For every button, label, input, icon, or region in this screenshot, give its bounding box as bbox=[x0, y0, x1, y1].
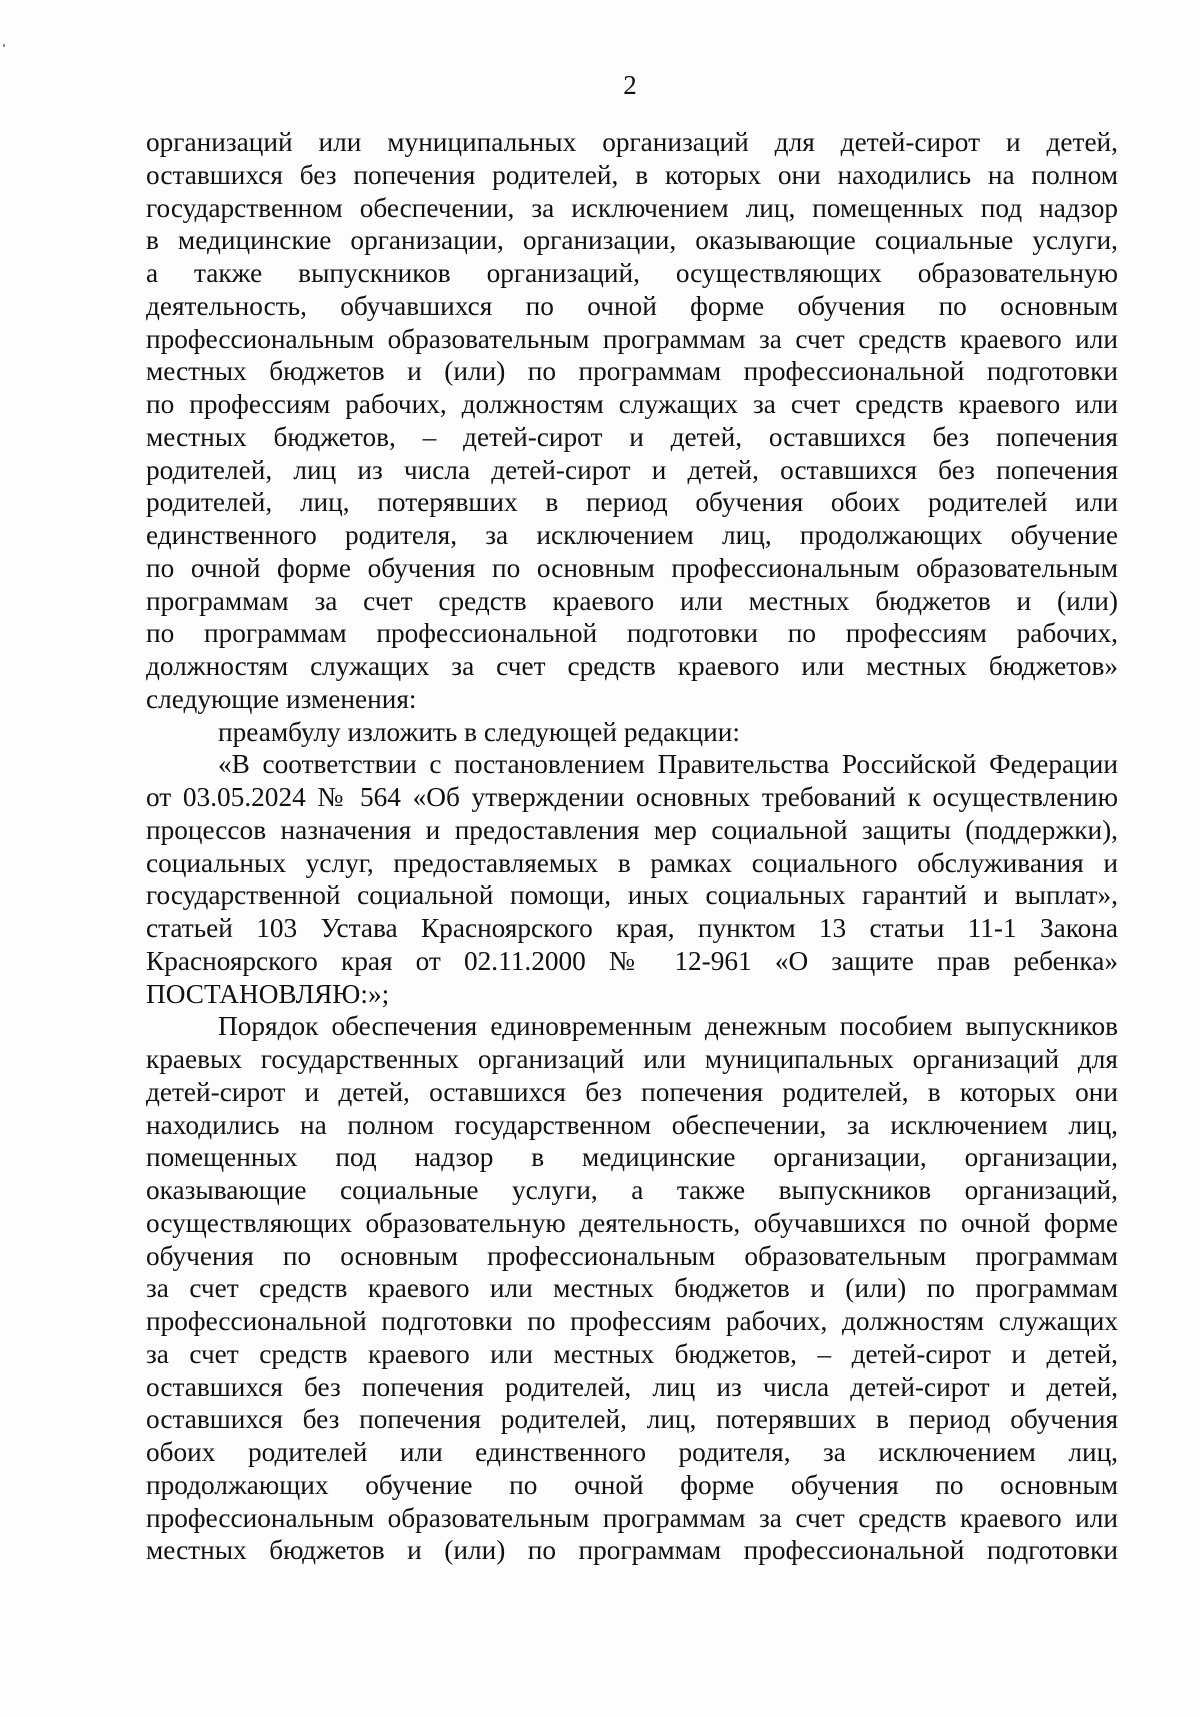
text-line: единственного родителя, за исключением лиц, продолжающих обучение bbox=[146, 520, 1118, 550]
text-line: в медицинские организации, организации, оказывающие социальные услуги, bbox=[146, 225, 1118, 256]
text-line: обоих родителей или единственного родителя, за исключением лиц, bbox=[146, 1437, 1118, 1467]
text-line: по профессиям рабочих, должностям служащих за счет средств краевого или bbox=[146, 389, 1118, 419]
text-line: по очной форме обучения по основным профессиональным образовательным bbox=[146, 552, 1118, 583]
text-line: ПОСТАНОВЛЯЮ:»; bbox=[146, 978, 390, 1009]
text-line: Красноярского края от 02.11.2000 № 12-961 «О защите прав ребенка» bbox=[146, 945, 1118, 976]
text-line: местных бюджетов, – детей-сирот и детей, оставшихся без попечения bbox=[146, 421, 1118, 452]
text-line: «В соответствии с постановлением Правительства Российской Федерации bbox=[218, 749, 1118, 780]
text-line: оказывающие социальные услуги, а также выпускников организаций, bbox=[146, 1175, 1118, 1205]
text-line: продолжающих обучение по очной форме обучения по основным bbox=[146, 1469, 1118, 1500]
text-line: краевых государственных организаций или муниципальных организаций для bbox=[146, 1044, 1118, 1074]
text-line: профессиональным образовательным программам за счет средств краевого или bbox=[146, 323, 1118, 354]
text-line: Порядок обеспечения единовременным денежным пособием выпускников bbox=[218, 1011, 1118, 1042]
paragraph-preamble-instruction bbox=[146, 716, 1118, 749]
text-line: организаций или муниципальных организаций для детей-сирот и детей, bbox=[146, 127, 1118, 157]
scan-artifact bbox=[3, 44, 5, 47]
text-line: статьей 103 Устава Красноярского края, пунктом 13 статьи 11-1 Закона bbox=[146, 913, 1118, 943]
text-line: родителей, лиц из числа детей-сирот и детей, оставшихся без попечения bbox=[146, 454, 1118, 485]
text-line: оставшихся без попечения родителей, в которых они находились на полном bbox=[146, 159, 1118, 190]
text-line: помещенных под надзор в медицинские организации, организации, bbox=[146, 1142, 1118, 1173]
text-line: государственном обеспечении, за исключением лиц, помещенных под надзор bbox=[146, 192, 1118, 223]
text-line: программам за счет средств краевого или местных бюджетов и (или) bbox=[146, 585, 1118, 616]
text-line: а также выпускников организаций, осуществляющих образовательную bbox=[146, 258, 1118, 288]
document-body bbox=[146, 126, 1118, 1567]
text-line: родителей, лиц, потерявших в период обучения обоих родителей или bbox=[146, 487, 1118, 518]
text-line: профессиональным образовательным программам за счет средств краевого или bbox=[146, 1502, 1118, 1533]
text-line: местных бюджетов и (или) по программам профессиональной подготовки bbox=[146, 356, 1118, 387]
text-line: государственной социальной помощи, иных социальных гарантий и выплат», bbox=[146, 880, 1118, 911]
text-line: по программам профессиональной подготовки по профессиям рабочих, bbox=[146, 618, 1118, 649]
text-line: следующие изменения: bbox=[146, 683, 417, 714]
text-line: процессов назначения и предоставления мер социальной защиты (поддержки), bbox=[146, 814, 1118, 845]
text-line: обучения по основным профессиональным образовательным программам bbox=[146, 1240, 1118, 1271]
text-line: профессиональной подготовки по профессиям рабочих, должностям служащих bbox=[146, 1306, 1118, 1336]
text-line: осуществляющих образовательную деятельность, обучавшихся по очной форме bbox=[146, 1207, 1118, 1238]
paragraph-procedure-title bbox=[146, 1010, 1118, 1567]
text-line: преамбулу изложить в следующей редакции: bbox=[218, 716, 740, 747]
text-line: деятельность, обучавшихся по очной форме обучения по основным bbox=[146, 290, 1118, 321]
text-line: оставшихся без попечения родителей, лиц из числа детей-сирот и детей, bbox=[146, 1371, 1118, 1402]
text-line: за счет средств краевого или местных бюджетов, – детей-сирот и детей, bbox=[146, 1338, 1118, 1369]
text-line: от 03.05.2024 № 564 «Об утверждении основных требований к осуществлению bbox=[146, 782, 1118, 812]
text-line: за счет средств краевого или местных бюджетов и (или) по программам bbox=[146, 1273, 1118, 1304]
text-line: местных бюджетов и (или) по программам профессиональной подготовки bbox=[146, 1535, 1118, 1566]
text-line: социальных услуг, предоставляемых в рамках социального обслуживания и bbox=[146, 847, 1118, 878]
text-line: находились на полном государственном обеспечении, за исключением лиц, bbox=[146, 1109, 1118, 1140]
text-line: должностям служащих за счет средств краевого или местных бюджетов» bbox=[146, 651, 1118, 681]
text-line: оставшихся без попечения родителей, лиц, потерявших в период обучения bbox=[146, 1404, 1118, 1435]
text-line: детей-сирот и детей, оставшихся без попечения родителей, в которых они bbox=[146, 1076, 1118, 1107]
paragraph-preamble-text bbox=[146, 748, 1118, 1010]
page-number: 2 bbox=[623, 70, 637, 100]
paragraph-continuation bbox=[146, 126, 1118, 716]
